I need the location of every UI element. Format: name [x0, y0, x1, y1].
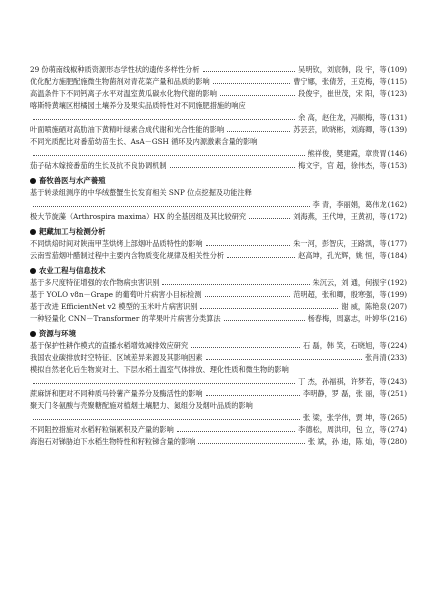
dot-leader: [170, 167, 296, 168]
page-number: (177): [387, 239, 407, 248]
article-authors: 苏芸芸，欧晓彬，刘海卿，等: [293, 125, 387, 134]
article-authors: 吴明钦，刘宸韩，段 宇，等: [298, 65, 387, 74]
toc-entry[interactable]: [30, 352, 407, 364]
dot-leader: [213, 83, 291, 84]
toc-entry[interactable]: [30, 301, 407, 313]
article-authors: 朱沉云，刘 通，何振宇: [312, 278, 387, 287]
toc-entry[interactable]: [30, 76, 407, 88]
page-number: (139): [387, 125, 407, 134]
article-title: 优化配方施肥配施微生物菌剂对青花菜产量和品质的影响: [30, 77, 210, 86]
section-title: 耙藏加工与检测分析: [39, 227, 106, 236]
page-number: (172): [387, 212, 407, 221]
dot-leader: [206, 245, 291, 246]
article-title: 聚天门冬氨酸与壳聚糖配施对植烟土壤肥力、氮组分及烟叶品质的影响: [30, 401, 253, 410]
article-title: 模拟自然老化后生物炭对土、下层水稻土温室气体排放、理化性质和微生物的影响: [30, 365, 289, 374]
article-title: 海泡石对锑胁迫下水稻生物特性和籽粒锑含量的影响: [30, 437, 196, 446]
section-heading: [30, 225, 407, 238]
page-number: (115): [387, 77, 407, 86]
page-number: (153): [387, 161, 407, 170]
article-authors: 谢 威，陈艳泉: [341, 302, 387, 311]
article-title: 极大节旋藻（Arthrospira maxima）HX 的全基因组及其比较研究: [30, 212, 247, 221]
article-title: 茄子砧木嫁接番茄的生长及抗不良协调机制: [30, 161, 167, 170]
toc-entry[interactable]: [30, 412, 407, 424]
article-authors: 李明静，罗 磊，张 丽，等: [303, 389, 387, 398]
article-authors: 李德松，周洪印，包 立，等: [298, 425, 387, 434]
article-authors: 余 高，赵住龙，冯顺梅，等: [298, 113, 387, 122]
dot-leader: [33, 419, 300, 420]
page-number: (146): [387, 149, 407, 158]
dot-leader: [198, 443, 305, 444]
article-title: 基于 YOLO v8n－Grape 的葡萄叶片病害小目标检测: [30, 290, 202, 299]
section-title: 畜牧兽医与水产養殖: [39, 176, 106, 185]
bullet-icon: [30, 268, 36, 274]
page-number: (216): [387, 314, 407, 323]
toc-entry[interactable]: [30, 148, 407, 160]
toc-entry-title-line[interactable]: [30, 364, 407, 376]
toc-entry-title-line[interactable]: [30, 136, 407, 148]
toc-entry[interactable]: [30, 199, 407, 211]
page-number: (224): [387, 341, 407, 350]
toc-entry[interactable]: [30, 112, 407, 124]
article-title: 基于改进 EfficientNet v2 模型的玉米叶片病害识别: [30, 302, 198, 311]
page-number: (123): [387, 89, 407, 98]
bullet-icon: [30, 178, 36, 184]
article-authors: 范明超，张和卿，殷寒强，等: [293, 290, 387, 299]
dot-leader: [33, 383, 295, 384]
page-number: (265): [387, 413, 407, 422]
article-title: 云南雪茄烟叶醋制过程中主要内含物质变化规律及相关性分析: [30, 251, 225, 260]
dot-leader: [227, 131, 290, 132]
article-title: 喀斯特黄壤区柑橘园土壤养分及果实品质特性对不同施肥措施的响应: [30, 101, 246, 110]
toc-entry[interactable]: [30, 277, 407, 289]
toc-entry-title-line[interactable]: [30, 187, 407, 199]
dot-leader: [206, 359, 363, 360]
dot-leader: [162, 284, 309, 285]
article-title: 不同光质配比对番茄幼苗生长、AsA－GSH 循环及内源激素含量的影响: [30, 137, 258, 146]
article-authors: 朱一河，彭智庆，王路凯，等: [293, 239, 387, 248]
article-authors: 赵高坤，孔光辉，姚 恒，等: [298, 251, 387, 260]
dot-leader: [227, 257, 295, 258]
page-number: (109): [387, 65, 407, 74]
dot-leader: [177, 431, 295, 432]
bullet-icon: [30, 229, 36, 235]
page-number: (192): [387, 278, 407, 287]
article-authors: 张 梁，张学伟，贾 坤，等: [303, 413, 387, 422]
bullet-icon: [30, 331, 36, 337]
toc-entry[interactable]: [30, 340, 407, 352]
article-title: 基于保护性耕作模式的直播水稻增效减排效应研究: [30, 341, 189, 350]
dot-leader: [220, 95, 295, 96]
dot-leader: [33, 206, 310, 207]
article-authors: 段俊宇，崔世茂，宋 阳，等: [298, 89, 387, 98]
section-heading: [30, 327, 407, 340]
page-number: (162): [387, 200, 407, 209]
article-authors: 张 斌，孙 迪，陈 灿，等: [307, 437, 387, 446]
article-authors: 丁 杰，孙福祺，许梦若，等: [298, 377, 387, 386]
toc-entry[interactable]: [30, 211, 407, 223]
article-authors: 梅文宇，官 超，徐伟杰，等: [298, 161, 387, 170]
dot-leader: [200, 308, 338, 309]
toc-entry[interactable]: [30, 424, 407, 436]
article-title: 高温条件下不同钙离子水平对温室黄瓜碳水化物代谢的影响: [30, 89, 217, 98]
page-number: (280): [387, 437, 407, 446]
toc-entry-title-line[interactable]: [30, 100, 407, 112]
section-heading: [30, 174, 407, 187]
article-title: 不同烘焙时间对陕南甲茎烘烤上部烟叶品质特性的影响: [30, 239, 203, 248]
toc-entry-title-line[interactable]: [30, 400, 407, 412]
toc-entry[interactable]: [30, 238, 407, 250]
section-title: 农业工程与信息技术: [39, 266, 106, 275]
article-title: 不同阻控措施对水稻籽粒镉累积及产量的影响: [30, 425, 174, 434]
dot-leader: [33, 155, 305, 156]
page-number: (233): [387, 353, 407, 362]
article-authors: 石 磊，韩 笑，石晓旭，等: [303, 341, 387, 350]
article-title: 我国农业碳排放时空特征、区域差异来源及其影响因素: [30, 353, 203, 362]
toc-entry[interactable]: [30, 376, 407, 388]
toc-entry[interactable]: [30, 88, 407, 100]
page-number: (243): [387, 377, 407, 386]
dot-leader: [203, 71, 296, 72]
article-title: 一种轻量化 CNN－Transformer 的苹果叶片病害分类算法: [30, 314, 221, 323]
section-heading: [30, 264, 407, 277]
toc-entry[interactable]: [30, 289, 407, 301]
page-number: (207): [387, 302, 407, 311]
article-title: 基于多尺度特征增强的农作物病虫害识别: [30, 278, 160, 287]
page-number: (251): [387, 389, 407, 398]
article-title: 29 份萌南线椒种质资源形态学性状的遗传多样性分析: [30, 65, 200, 74]
toc-entry[interactable]: [30, 388, 407, 400]
page-number: (274): [387, 425, 407, 434]
dot-leader: [33, 119, 295, 120]
article-title: 叶面喷施硒对高肋油下黄精叶绿素合成代谢和光合性能的影响: [30, 125, 225, 134]
article-authors: 李 青，李丽娟，葛伟龙: [312, 200, 387, 209]
toc-entry[interactable]: [30, 124, 407, 136]
article-authors: 曹宁娜，张倩芳，王克梅，等: [293, 77, 387, 86]
dot-leader: [205, 296, 291, 297]
toc-entry[interactable]: [30, 64, 407, 76]
dot-leader: [224, 320, 305, 321]
article-authors: 杨春梅，周嘉志，叶婷华: [307, 314, 387, 323]
page-number: (131): [387, 113, 407, 122]
dot-leader: [206, 395, 301, 396]
toc-entry[interactable]: [30, 436, 407, 448]
article-title: 基于转录组测序的中华绒螯蟹生长发育相关 SNP 位点挖掘及功能注释: [30, 188, 252, 197]
toc-entry[interactable]: [30, 313, 407, 325]
page-number: (199): [387, 290, 407, 299]
article-authors: 熊祥俊，樊建霞，章贵胃: [307, 149, 387, 158]
toc-entry[interactable]: [30, 250, 407, 262]
dot-leader: [191, 347, 300, 348]
page-number: (184): [387, 251, 407, 260]
article-authors: 刘海燕，王代坤，王黄初，等: [293, 212, 387, 221]
toc-entry[interactable]: [30, 160, 407, 172]
article-authors: 张肖清: [365, 353, 387, 362]
section-title: 资源与环境: [39, 329, 76, 338]
dot-leader: [249, 218, 290, 219]
article-title: 蔗麻饼和肥对不同种质马铃薯产量养分及酶活性的影响: [30, 389, 203, 398]
